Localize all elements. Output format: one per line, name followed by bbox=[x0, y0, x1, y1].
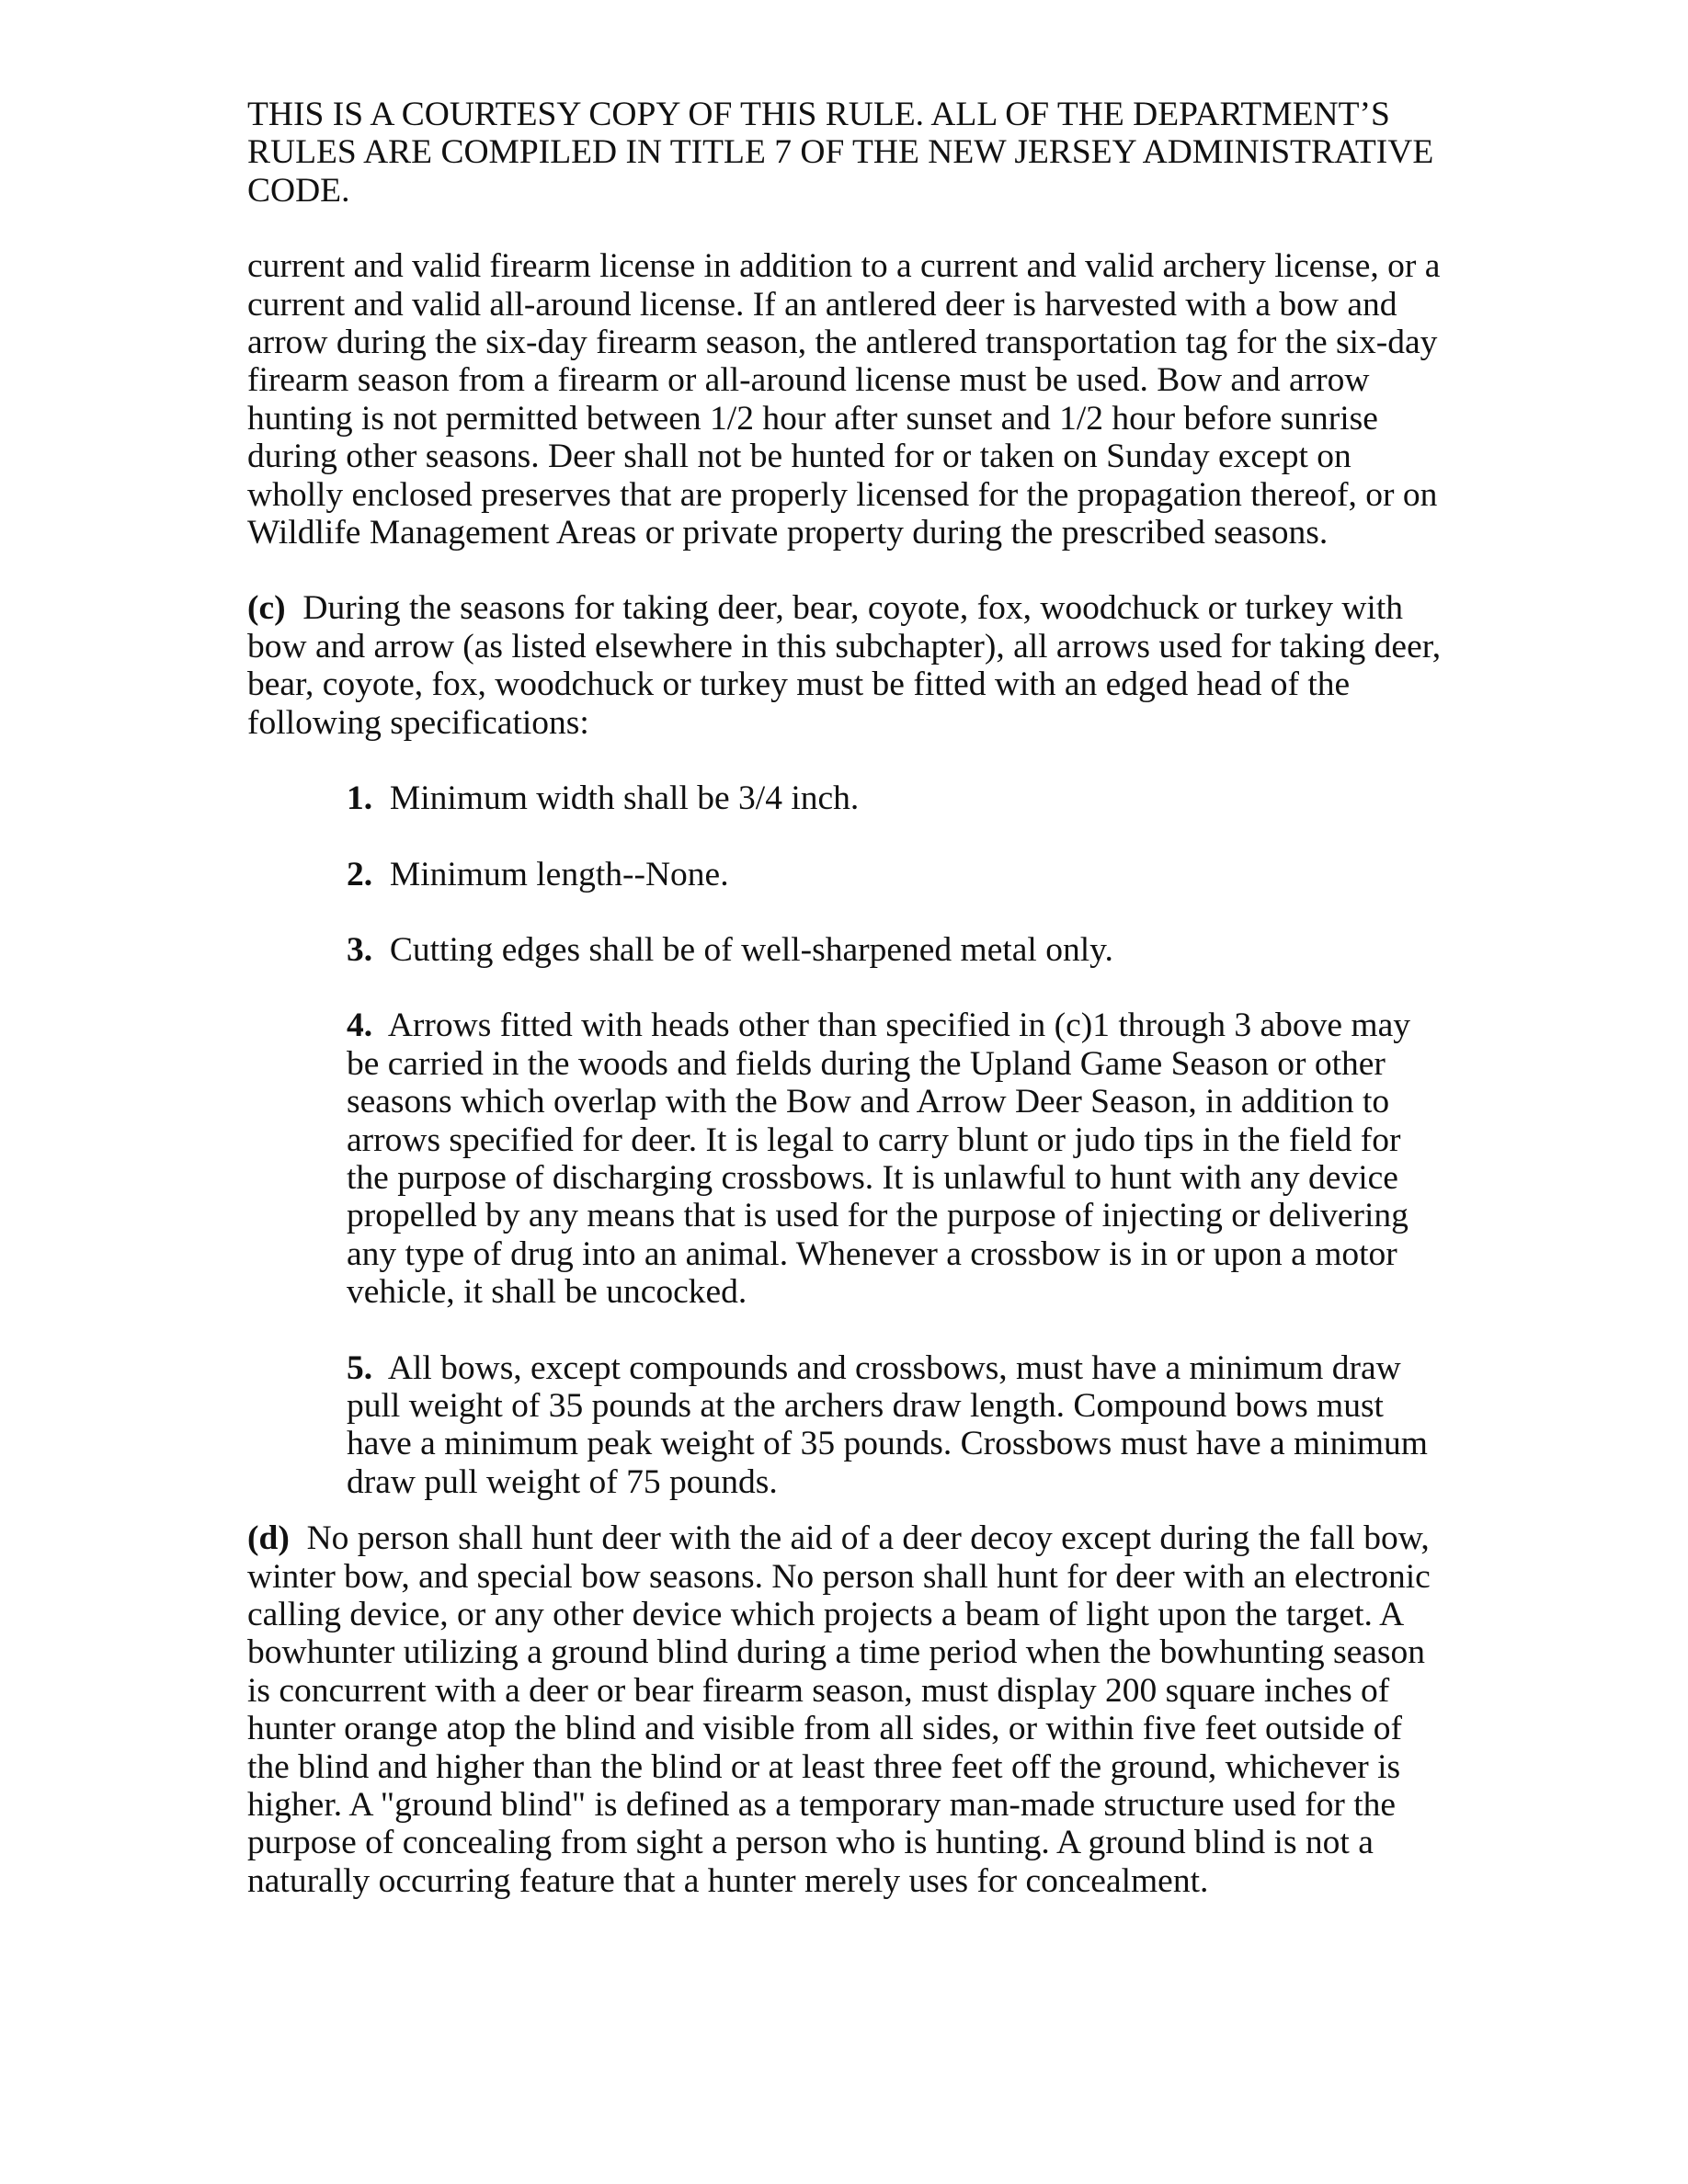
item-marker: 4. bbox=[347, 1007, 373, 1045]
arrowhead-specifications-list bbox=[247, 779, 1443, 1501]
intro-paragraph: current and valid firearm license in addition to a current and valid archery license, or a current and valid all-around license. If an antlered deer is harvested with a bow and arrow during the six-day firearm season, the antlered transportation tag for the six-day firearm season from a firearm or all-around license must be used. Bow and arrow hunting is not permitted between 1/2 hour after sunset and 1/2 hour before sunrise during other seasons. Deer shall not be hunted for or taken on Sunday except on wholly enclosed preserves that are properly licensed for the propagation thereof, or on Wildlife Management Areas or private property during the prescribed seasons. bbox=[247, 247, 1441, 552]
item-text: Cutting edges shall be of well-sharpened metal only. bbox=[389, 930, 1113, 969]
item-text: All bows, except compounds and crossbows, must have a minimum draw pull weight of 35 pounds at the archers draw length. Compound bows must have a minimum peak weight of 35 pounds. Crossbows must have a minimum draw pull weight of 75 pounds. bbox=[347, 1348, 1428, 1501]
item-text: Minimum width shall be 3/4 inch. bbox=[389, 779, 860, 818]
item-marker: 1. bbox=[347, 779, 373, 818]
list-item bbox=[347, 1007, 1443, 1311]
list-item bbox=[347, 779, 1443, 817]
courtesy-copy-header bbox=[247, 96, 1443, 210]
item-marker: 3. bbox=[347, 930, 373, 969]
section-c-text: During the seasons for taking deer, bear, coyote, fox, woodchuck or turkey with bow and arrow (as listed elsewhere in this subchapter), all arrows used for taking deer, bear, coyote, fox, woodchuck or turkey must be fitted with an edged head of the following specifications: bbox=[247, 589, 1442, 742]
header-line-3: CODE. bbox=[247, 171, 350, 210]
section-d-paragraph bbox=[247, 1519, 1443, 1900]
list-item bbox=[347, 931, 1443, 969]
item-text: Arrows fitted with heads other than specified in (c)1 through 3 above may be carried in the woods and fields during the Upland Game Season or other seasons which overlap with the Bow and Arrow Deer Season, in addition to arrows specified for deer. It is legal to carry blunt or judo tips in the field for the purpose of discharging crossbows. It is unlawful to hunt with any device propelled by any means that is used for the purpose of injecting or delivering any type of drug into an animal. Whenever a crossbow is in or upon a motor vehicle, it shall be uncocked. bbox=[347, 1007, 1410, 1312]
section-d-text: No person shall hunt deer with the aid of a deer decoy except during the fall bow, winter bow, and special bow seasons. No person shall hunt for deer with an electronic calling device, or any other device which projects a beam of light upon the target. A bowhunter utilizing a ground blind during a time period when the bowhunting season is concurrent with a deer or bear firearm season, must display 200 square inches of hunter orange atop the blind and visible from all sides, or within five feet outside of the blind and higher than the blind or at least three feet off the ground, whichever is higher. A "ground blind" is defined as a temporary man-made structure used for the purpose of concealing from sight a person who is hunting. A ground blind is not a naturally occurring feature that a hunter merely uses for concealment. bbox=[247, 1519, 1431, 1900]
header-line-1: THIS IS A COURTESY COPY OF THIS RULE. ALL OF THE DEPARTMENT’S bbox=[247, 96, 1390, 133]
header-line-2: RULES ARE COMPILED IN TITLE 7 OF THE NEW JERSEY ADMINISTRATIVE bbox=[247, 133, 1434, 172]
item-marker: 5. bbox=[347, 1348, 373, 1387]
document-page bbox=[247, 96, 1443, 1938]
item-text: Minimum length--None. bbox=[389, 855, 729, 893]
list-item bbox=[347, 856, 1443, 893]
item-marker: 2. bbox=[347, 855, 373, 893]
section-d-marker: (d) bbox=[247, 1519, 290, 1558]
list-item bbox=[347, 1349, 1443, 1502]
section-c-marker: (c) bbox=[247, 589, 286, 628]
section-c-paragraph bbox=[247, 589, 1443, 742]
